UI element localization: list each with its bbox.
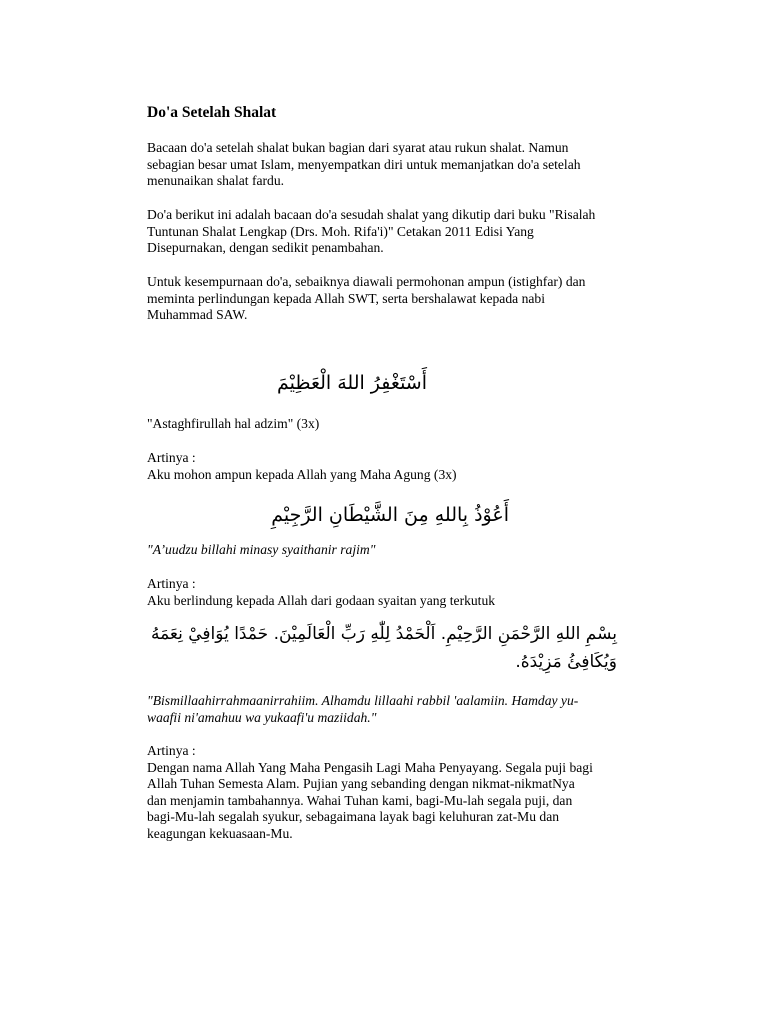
source-line: Tuntunan Shalat Lengkap (Drs. Moh. Rifa'i)" Cetakan 2011 Edisi Yang	[147, 223, 534, 239]
transliteration-taawudz	[147, 542, 667, 559]
meaning-taawudz	[147, 576, 667, 609]
intro-line: menunaikan shalat fardu.	[147, 173, 285, 189]
source-paragraph	[147, 207, 667, 257]
transliteration-line: "Astaghfirullah hal adzim" (3x)	[147, 416, 320, 431]
transliteration-line: waafii ni'amahuu wa yukaafi'u maziidah."	[147, 709, 377, 725]
advice-paragraph	[147, 274, 667, 324]
arabic-hamdalah-line-2: وَيُكَافِئُ مَزِيْدَهُ.	[515, 652, 617, 672]
intro-paragraph	[147, 140, 667, 190]
advice-line: Untuk kesempurnaan do'a, sebaiknya diawali permohonan ampun (istighfar) dan	[147, 274, 586, 289]
meaning-label: Artinya :	[147, 576, 196, 591]
meaning-line: Dengan nama Allah Yang Maha Pengasih Lagi Maha Penyayang. Segala puji bagi	[147, 759, 593, 775]
transliteration-line: "Bismillaahirrahmaanirrahiim. Alhamdu lillaahi rabbil 'aalamiin. Hamday yu-	[147, 693, 579, 708]
arabic-istighfar: أَسْتَغْفِرُ اللهَ الْعَظِيْمَ	[276, 372, 427, 394]
meaning-line: Allah Tuhan Semesta Alam. Pujian yang sebanding dengan nikmat-nikmatNya	[147, 776, 575, 792]
dua-hamdalah	[147, 620, 617, 680]
intro-line: sebagian besar umat Islam, menyempatkan diri untuk memanjatkan do'a setelah	[147, 156, 581, 172]
meaning-hamdalah	[147, 743, 667, 843]
meaning-line: keagungan kekuasaan-Mu.	[147, 825, 293, 841]
transliteration-istighfar	[147, 416, 667, 433]
transliteration-line: "A’uudzu billahi minasy syaithanir rajim"	[147, 542, 376, 557]
advice-line: Muhammad SAW.	[147, 307, 248, 323]
transliteration-hamdalah	[147, 693, 667, 726]
meaning-istighfar	[147, 450, 667, 483]
meaning-line: dan menjamin tambahannya. Wahai Tuhan kami, bagi-Mu-lah segala puji, dan	[147, 792, 573, 808]
dua-istighfar	[147, 366, 667, 400]
source-line: Do'a berikut ini adalah bacaan do'a sesudah shalat yang dikutip dari buku "Risalah	[147, 207, 596, 222]
meaning-label: Artinya :	[147, 743, 196, 758]
advice-line: meminta perlindungan kepada Allah SWT, serta bershalawat kepada nabi	[147, 290, 545, 306]
page-title: Do'a Setelah Shalat	[147, 104, 277, 121]
meaning-line: bagi-Mu-lah segalah syukur, sebagaimana layak bagi keluhuran zat-Mu dan	[147, 809, 560, 825]
meaning-label: Artinya :	[147, 450, 196, 465]
meaning-line: Aku mohon ampun kepada Allah yang Maha Agung (3x)	[147, 466, 457, 482]
source-line: Disepurnakan, dengan sedikit penambahan.	[147, 240, 384, 256]
arabic-hamdalah-line-1: بِسْمِ اللهِ الرَّحْمَنِ الرَّحِيْمِ. اَلْحَمْدُ لِلّٰهِ رَبِّ الْعَالَمِيْنَ. حَمْدًا يُوَافِيْ نِعَمَهُ	[150, 624, 617, 644]
dua-taawudz	[147, 497, 667, 533]
arabic-taawudz: أَعُوْذُ بِاللهِ مِنَ الشَّيْطَانِ الرَّجِيْمِ	[271, 504, 509, 526]
intro-line: Bacaan do'a setelah shalat bukan bagian dari syarat atau rukun shalat. Namun	[147, 140, 569, 155]
meaning-line: Aku berlindung kepada Allah dari godaan syaitan yang terkutuk	[147, 592, 496, 608]
